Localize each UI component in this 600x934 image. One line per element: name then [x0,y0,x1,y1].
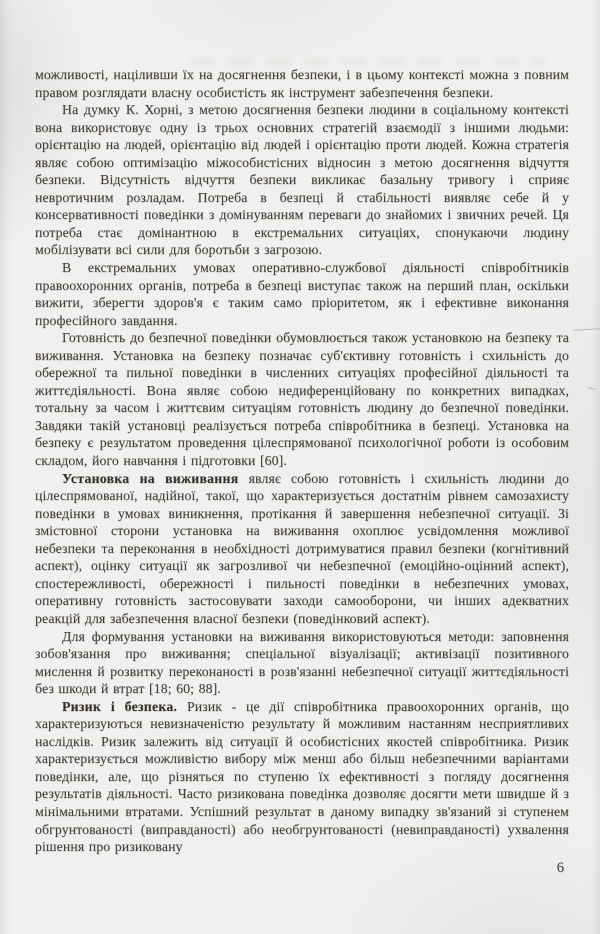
body-text [35,66,569,856]
scan-scratch [587,387,596,390]
bleedthrough-smudge [190,58,545,65]
paragraph [35,66,569,101]
paragraph [35,628,569,698]
text-run: В екстремальних умовах оперативно-службової діяльності співробітників правоохоронних органів, потреба в безпеці виступає також на перший план, оскільки вижити, зберегти здоров'я є таким само пріоритетом, як і ефективне виконання професійного завдання. [35,260,569,328]
bold-lead: Установка на виживання [62,470,249,486]
text-run: Для формування установки на виживання використовуються методи: заповнення зобов'язання про виживання; спеціальної візуалізації; активізації позитивного мислення й розвитку переконаності в розв'язанні небезпечної ситуації життєдіяльності без шкоди й втрат [18; 60; 88]. [35,628,569,697]
paragraph [35,470,569,628]
paragraph [35,101,569,259]
text-run: Ризик - це дії співробітника правоохоронних органів, що характеризуються невизначеністю результату й можливим настанням несприятливих наслідків. Ризик залежить від ситуації й особистісних якостей співробітника. Ризик характеризується можливістю вибору між менш або більш небезпечними варіантами поведінки, але, що різняться по ступеню їх ефективності з погляду досягнення результатів діяльності. Часто ризикована поведінка дозволяє досягти мети швидше й з мінімальними втратами. Успішний результат в даному випадку зв'язаний зі ступенем обгрунтованості (виправданості) або необгрунтованості (невиправданості) ухвалення рішення про ризиковану [35,698,569,855]
page-number: 6 [556,860,564,876]
text-run: На думку К. Хорні, з метою досягнення безпеки людини в соціальному контексті вона використовує одну із трьох основних стратегій взаємодії з іншими людьми: орієнтацію на людей, орієнтацію від людей і орієнтацію проти людей. Кожна стратегія являє собою оптимізацію міжособистісних відносин з метою досягнення відчуття безпеки. Відсутність відчуття безпеки викликає базальну тривогу і сприяє невротичним розладам. Потреба в безпеці й стабільності виявляє себе й у консервативності поведінки з домінуванням переваги до знайомих і звичних речей. Ця потреба стає домінантною в екстремальних ситуаціях, спонукаючи людину мобілізувати всі сили для боротьби з загрозою. [35,102,569,258]
scan-scratch [564,633,600,717]
paragraph [35,329,569,469]
paragraph [35,698,569,856]
scan-scratch [573,328,600,330]
bold-lead: Ризик і безпека. [62,698,187,714]
text-run: Готовність до безпечної поведінки обумовлюється також установкою на безпеку та виживання. Установка на безпеку позначає суб'єктивну готовність і схильність до обережної та пильної поведінки в численних ситуаціях професійної діяльності та життєдіяльності. Вона являє собою недиференційовану по конкретних випадках, тотальну за часом і життєвим ситуаціям готовність людину до безпечної поведінки. Завдяки такій установці реалізується потреба співробітника в безпеці. Установка на безпеку є результатом проведення цілеспрямованої психологічної роботи із особовим складом, його навчання і підготовки [60]. [35,330,569,469]
text-run: можливості, націливши їх на досягнення безпеки, і в цьому контексті можна з повним правом розглядати власну особистість як інструмент забезпечення безпеки. [35,67,569,100]
text-run: являє собою готовність і схильність людини до цілеспрямованої, надійної, такої, що характеризується достатнім рівнем самозахисту поведінки в умовах виникнення, протікання й завершення небезпечної ситуації. Зі змістовної сторони установка на виживання охоплює усвідомлення можливої небезпеки та переконання в необхідності дотримуватися правил безпеки (когнітивний аспект), оцінку ситуації як загрозливої чи небезпечної (емоційно-оцінний аспект), спостережливості, обережності і пильності поведінки в небезпечних умовах, оперативну готовність застосовувати заходи самооборони, чи інших адекватних реакцій для забезпечення власної безпеки (поведінковий аспект). [35,470,570,626]
paragraph [35,259,569,329]
